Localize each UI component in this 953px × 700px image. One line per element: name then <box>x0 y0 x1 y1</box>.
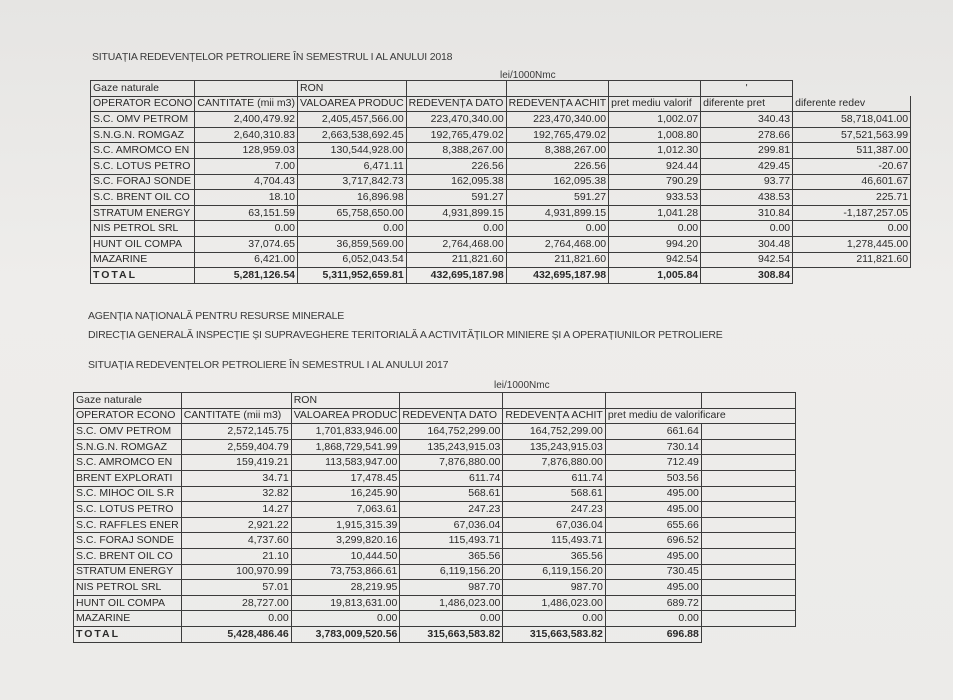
operator-name: STRATUM ENERGY <box>74 564 182 580</box>
group-header-cell <box>400 393 503 409</box>
value-cell: 942.54 <box>701 252 793 268</box>
value-cell: 6,052,043.54 <box>298 252 407 268</box>
operator-name: S.C. AMROMCO EN <box>91 143 195 159</box>
value-cell: 495.00 <box>605 548 701 564</box>
value-cell: 6,421.00 <box>195 252 298 268</box>
value-cell: 1,868,729,541.99 <box>291 439 400 455</box>
operator-name: S.C. RAFFLES ENER <box>74 517 182 533</box>
value-cell: 7.00 <box>195 158 298 174</box>
table-row <box>74 486 796 502</box>
value-cell: 57,521,563.99 <box>793 127 911 143</box>
table-row <box>91 112 911 128</box>
column-header: diferente redev <box>793 96 911 112</box>
value-cell: 4,931,899.15 <box>506 205 608 221</box>
group-header-row <box>74 393 796 409</box>
value-cell: 365.56 <box>503 548 605 564</box>
table-row <box>74 580 796 596</box>
group-header-cell <box>503 393 605 409</box>
total-value: 308.84 <box>701 268 793 284</box>
value-cell: 1,701,833,946.00 <box>291 424 400 440</box>
total-value: 5,428,486.46 <box>181 626 291 642</box>
value-cell: 18.10 <box>195 190 298 206</box>
table-row <box>91 158 911 174</box>
table-row <box>91 127 911 143</box>
value-cell: 67,036.04 <box>400 517 503 533</box>
value-cell: 2,405,457,566.00 <box>298 112 407 128</box>
value-cell: 987.70 <box>503 580 605 596</box>
value-cell: 2,400,479.92 <box>195 112 298 128</box>
value-cell: 730.14 <box>605 439 701 455</box>
empty-cell <box>701 611 795 627</box>
column-header: pret mediu valorif <box>609 96 701 112</box>
value-cell: 3,299,820.16 <box>291 533 400 549</box>
table-row <box>74 424 796 440</box>
operator-name: HUNT OIL COMPA <box>74 595 182 611</box>
empty-cell <box>701 517 795 533</box>
value-cell: 1,486,023.00 <box>400 595 503 611</box>
operator-name: S.C. AMROMCO EN <box>74 455 182 471</box>
value-cell: 0.00 <box>503 611 605 627</box>
group-header-cell <box>406 81 506 97</box>
value-cell: 2,559,404.79 <box>181 439 291 455</box>
group-header-cell: Gaze naturale <box>91 81 195 97</box>
value-cell: 93.77 <box>701 174 793 190</box>
column-header: CANTITATE (mii m3) <box>195 96 298 112</box>
value-cell: 100,970.99 <box>181 564 291 580</box>
total-label: TOTAL <box>74 626 182 642</box>
value-cell: 611.74 <box>400 470 503 486</box>
group-header-cell <box>506 81 608 97</box>
table-2017 <box>73 392 796 643</box>
value-cell: 696.52 <box>605 533 701 549</box>
value-cell: 211,821.60 <box>793 252 911 268</box>
value-cell: 247.23 <box>503 502 605 518</box>
value-cell: 8,388,267.00 <box>506 143 608 159</box>
value-cell: 63,151.59 <box>195 205 298 221</box>
empty-cell <box>701 626 795 642</box>
value-cell: 65,758,650.00 <box>298 205 407 221</box>
value-cell: 304.48 <box>701 236 793 252</box>
operator-name: S.C. FORAJ SONDE <box>74 533 182 549</box>
agency-name: AGENȚIA NAȚIONALĂ PENTRU RESURSE MINERALE <box>88 310 345 322</box>
value-cell: 438.53 <box>701 190 793 206</box>
table-row <box>74 502 796 518</box>
column-header: REDEVENȚA ACHIT <box>503 408 605 424</box>
empty-cell <box>701 455 795 471</box>
operator-name: S.C. BRENT OIL CO <box>91 190 195 206</box>
empty-cell <box>701 424 795 440</box>
operator-name: NIS PETROL SRL <box>91 221 195 237</box>
table-row <box>74 439 796 455</box>
unit-2018: lei/1000Nmc <box>500 70 556 81</box>
table-row <box>91 236 911 252</box>
value-cell: 365.56 <box>400 548 503 564</box>
value-cell: 591.27 <box>506 190 608 206</box>
value-cell: 46,601.67 <box>793 174 911 190</box>
group-header-row <box>91 81 911 97</box>
value-cell: 226.56 <box>406 158 506 174</box>
table-row <box>91 252 911 268</box>
value-cell: 611.74 <box>503 470 605 486</box>
value-cell: 568.61 <box>400 486 503 502</box>
value-cell: 924.44 <box>609 158 701 174</box>
unit-2017: lei/1000Nmc <box>494 380 550 391</box>
value-cell: 0.00 <box>298 221 407 237</box>
value-cell: 226.56 <box>506 158 608 174</box>
value-cell: 1,041.28 <box>609 205 701 221</box>
value-cell: 0.00 <box>400 611 503 627</box>
table-row <box>74 533 796 549</box>
group-header-cell: Gaze naturale <box>74 393 182 409</box>
total-value: 1,005.84 <box>609 268 701 284</box>
empty-cell <box>701 486 795 502</box>
value-cell: 994.20 <box>609 236 701 252</box>
value-cell: 115,493.71 <box>400 533 503 549</box>
operator-name: MAZARINE <box>91 252 195 268</box>
operator-name: S.C. BRENT OIL CO <box>74 548 182 564</box>
value-cell: 21.10 <box>181 548 291 564</box>
value-cell: 0.00 <box>181 611 291 627</box>
empty-cell <box>701 548 795 564</box>
value-cell: 933.53 <box>609 190 701 206</box>
value-cell: 0.00 <box>605 611 701 627</box>
group-header-cell: RON <box>298 81 407 97</box>
value-cell: -1,187,257.05 <box>793 205 911 221</box>
value-cell: 730.45 <box>605 564 701 580</box>
total-value: 315,663,583.82 <box>503 626 605 642</box>
value-cell: 511,387.00 <box>793 143 911 159</box>
value-cell: 164,752,299.00 <box>503 424 605 440</box>
operator-name: NIS PETROL SRL <box>74 580 182 596</box>
group-header-cell: ' <box>701 81 793 97</box>
table-row <box>74 470 796 486</box>
value-cell: 135,243,915.03 <box>503 439 605 455</box>
column-header: OPERATOR ECONO <box>74 408 182 424</box>
value-cell: 113,583,947.00 <box>291 455 400 471</box>
value-cell: 192,765,479.02 <box>406 127 506 143</box>
total-value: 432,695,187.98 <box>506 268 608 284</box>
empty-cell <box>701 470 795 486</box>
table-row <box>74 517 796 533</box>
value-cell: 223,470,340.00 <box>406 112 506 128</box>
value-cell: 495.00 <box>605 502 701 518</box>
value-cell: 4,931,899.15 <box>406 205 506 221</box>
value-cell: 28,219.95 <box>291 580 400 596</box>
value-cell: 1,278,445.00 <box>793 236 911 252</box>
table-row <box>91 190 911 206</box>
group-header-cell <box>793 81 911 97</box>
value-cell: 2,764,468.00 <box>406 236 506 252</box>
column-header: VALOAREA PRODUC <box>298 96 407 112</box>
agency-directorate: DIRECȚIA GENERALĂ INSPECȚIE ȘI SUPRAVEGHERE TERITORIALĂ A ACTIVITĂȚILOR MINIERE ȘI A OPERAȚIUNILOR PETROLIERE <box>88 329 723 341</box>
total-row <box>91 268 911 284</box>
value-cell: 2,572,145.75 <box>181 424 291 440</box>
operator-name: S.C. MIHOC OIL S.R <box>74 486 182 502</box>
table-row <box>74 548 796 564</box>
value-cell: 1,012.30 <box>609 143 701 159</box>
value-cell: 32.82 <box>181 486 291 502</box>
value-cell: 130,544,928.00 <box>298 143 407 159</box>
total-value: 696.88 <box>605 626 701 642</box>
column-header: OPERATOR ECONO <box>91 96 195 112</box>
value-cell: 2,764,468.00 <box>506 236 608 252</box>
empty-cell <box>701 564 795 580</box>
group-header-cell <box>609 81 701 97</box>
value-cell: 568.61 <box>503 486 605 502</box>
empty-cell <box>793 268 911 284</box>
value-cell: 7,063.61 <box>291 502 400 518</box>
column-header: REDEVENȚA DATO <box>400 408 503 424</box>
value-cell: 429.45 <box>701 158 793 174</box>
value-cell: 340.43 <box>701 112 793 128</box>
value-cell: 14.27 <box>181 502 291 518</box>
value-cell: 4,737.60 <box>181 533 291 549</box>
value-cell: 1,486,023.00 <box>503 595 605 611</box>
value-cell: 164,752,299.00 <box>400 424 503 440</box>
value-cell: 16,245.90 <box>291 486 400 502</box>
column-header: CANTITATE (mii m3) <box>181 408 291 424</box>
total-row <box>74 626 796 642</box>
empty-cell <box>701 595 795 611</box>
value-cell: 159,419.21 <box>181 455 291 471</box>
operator-name: BRENT EXPLORATI <box>74 470 182 486</box>
title-2018: SITUAȚIA REDEVENȚELOR PETROLIERE ÎN SEMESTRUL I AL ANULUI 2018 <box>92 51 453 63</box>
operator-name: S.N.G.N. ROMGAZ <box>74 439 182 455</box>
value-cell: 6,119,156.20 <box>503 564 605 580</box>
value-cell: 0.00 <box>406 221 506 237</box>
column-header: pret mediu de valorificare <box>605 408 795 424</box>
value-cell: 211,821.60 <box>406 252 506 268</box>
empty-cell <box>701 439 795 455</box>
value-cell: 7,876,880.00 <box>503 455 605 471</box>
value-cell: 790.29 <box>609 174 701 190</box>
value-cell: 16,896.98 <box>298 190 407 206</box>
table-row <box>74 611 796 627</box>
title-2017: SITUAȚIA REDEVENȚELOR PETROLIERE ÎN SEMESTRUL I AL ANULUI 2017 <box>88 359 449 371</box>
value-cell: 495.00 <box>605 486 701 502</box>
value-cell: 6,471.11 <box>298 158 407 174</box>
column-header: REDEVENȚA ACHIT <box>506 96 608 112</box>
table-row <box>91 205 911 221</box>
value-cell: 2,640,310.83 <box>195 127 298 143</box>
value-cell: 3,717,842.73 <box>298 174 407 190</box>
total-value: 315,663,583.82 <box>400 626 503 642</box>
total-value: 5,311,952,659.81 <box>298 268 407 284</box>
value-cell: 162,095.38 <box>406 174 506 190</box>
table-row <box>91 143 911 159</box>
value-cell: 1,002.07 <box>609 112 701 128</box>
value-cell: 211,821.60 <box>506 252 608 268</box>
table-row <box>74 455 796 471</box>
column-header-row <box>91 96 911 112</box>
value-cell: 19,813,631.00 <box>291 595 400 611</box>
total-value: 3,783,009,520.56 <box>291 626 400 642</box>
column-header-row <box>74 408 796 424</box>
value-cell: 712.49 <box>605 455 701 471</box>
value-cell: 0.00 <box>609 221 701 237</box>
value-cell: 225.71 <box>793 190 911 206</box>
value-cell: 0.00 <box>506 221 608 237</box>
value-cell: 591.27 <box>406 190 506 206</box>
value-cell: 495.00 <box>605 580 701 596</box>
operator-name: S.C. FORAJ SONDE <box>91 174 195 190</box>
operator-name: S.N.G.N. ROMGAZ <box>91 127 195 143</box>
value-cell: 36,859,569.00 <box>298 236 407 252</box>
table-row <box>91 174 911 190</box>
value-cell: -20.67 <box>793 158 911 174</box>
value-cell: 0.00 <box>793 221 911 237</box>
table-row <box>91 221 911 237</box>
value-cell: 2,663,538,692.45 <box>298 127 407 143</box>
value-cell: 942.54 <box>609 252 701 268</box>
operator-name: S.C. LOTUS PETRO <box>91 158 195 174</box>
column-header: REDEVENȚA DATO <box>406 96 506 112</box>
value-cell: 58,718,041.00 <box>793 112 911 128</box>
value-cell: 135,243,915.03 <box>400 439 503 455</box>
empty-cell <box>701 502 795 518</box>
total-label: TOTAL <box>91 268 195 284</box>
group-header-cell <box>605 393 701 409</box>
value-cell: 128,959.03 <box>195 143 298 159</box>
group-header-cell: RON <box>291 393 400 409</box>
operator-name: STRATUM ENERGY <box>91 205 195 221</box>
value-cell: 0.00 <box>291 611 400 627</box>
value-cell: 661.64 <box>605 424 701 440</box>
value-cell: 503.56 <box>605 470 701 486</box>
empty-cell <box>701 533 795 549</box>
value-cell: 2,921.22 <box>181 517 291 533</box>
operator-name: MAZARINE <box>74 611 182 627</box>
value-cell: 0.00 <box>195 221 298 237</box>
total-value: 5,281,126.54 <box>195 268 298 284</box>
value-cell: 10,444.50 <box>291 548 400 564</box>
table-row <box>74 595 796 611</box>
value-cell: 115,493.71 <box>503 533 605 549</box>
value-cell: 162,095.38 <box>506 174 608 190</box>
value-cell: 310.84 <box>701 205 793 221</box>
value-cell: 28,727.00 <box>181 595 291 611</box>
empty-cell <box>701 580 795 596</box>
value-cell: 6,119,156.20 <box>400 564 503 580</box>
operator-name: S.C. OMV PETROM <box>91 112 195 128</box>
value-cell: 57.01 <box>181 580 291 596</box>
operator-name: S.C. OMV PETROM <box>74 424 182 440</box>
group-header-cell <box>701 393 795 409</box>
total-value: 432,695,187.98 <box>406 268 506 284</box>
value-cell: 655.66 <box>605 517 701 533</box>
value-cell: 247.23 <box>400 502 503 518</box>
value-cell: 8,388,267.00 <box>406 143 506 159</box>
value-cell: 192,765,479.02 <box>506 127 608 143</box>
value-cell: 67,036.04 <box>503 517 605 533</box>
table-2018 <box>90 80 911 284</box>
operator-name: HUNT OIL COMPA <box>91 236 195 252</box>
group-header-cell <box>181 393 291 409</box>
table-row <box>74 564 796 580</box>
value-cell: 278.66 <box>701 127 793 143</box>
value-cell: 987.70 <box>400 580 503 596</box>
column-header: diferente pret <box>701 96 793 112</box>
group-header-cell <box>195 81 298 97</box>
operator-name: S.C. LOTUS PETRO <box>74 502 182 518</box>
value-cell: 0.00 <box>701 221 793 237</box>
column-header: VALOAREA PRODUC <box>291 408 400 424</box>
value-cell: 17,478.45 <box>291 470 400 486</box>
value-cell: 223,470,340.00 <box>506 112 608 128</box>
value-cell: 34.71 <box>181 470 291 486</box>
value-cell: 689.72 <box>605 595 701 611</box>
value-cell: 73,753,866.61 <box>291 564 400 580</box>
value-cell: 299.81 <box>701 143 793 159</box>
value-cell: 1,915,315.39 <box>291 517 400 533</box>
value-cell: 4,704.43 <box>195 174 298 190</box>
value-cell: 37,074.65 <box>195 236 298 252</box>
value-cell: 7,876,880.00 <box>400 455 503 471</box>
value-cell: 1,008.80 <box>609 127 701 143</box>
